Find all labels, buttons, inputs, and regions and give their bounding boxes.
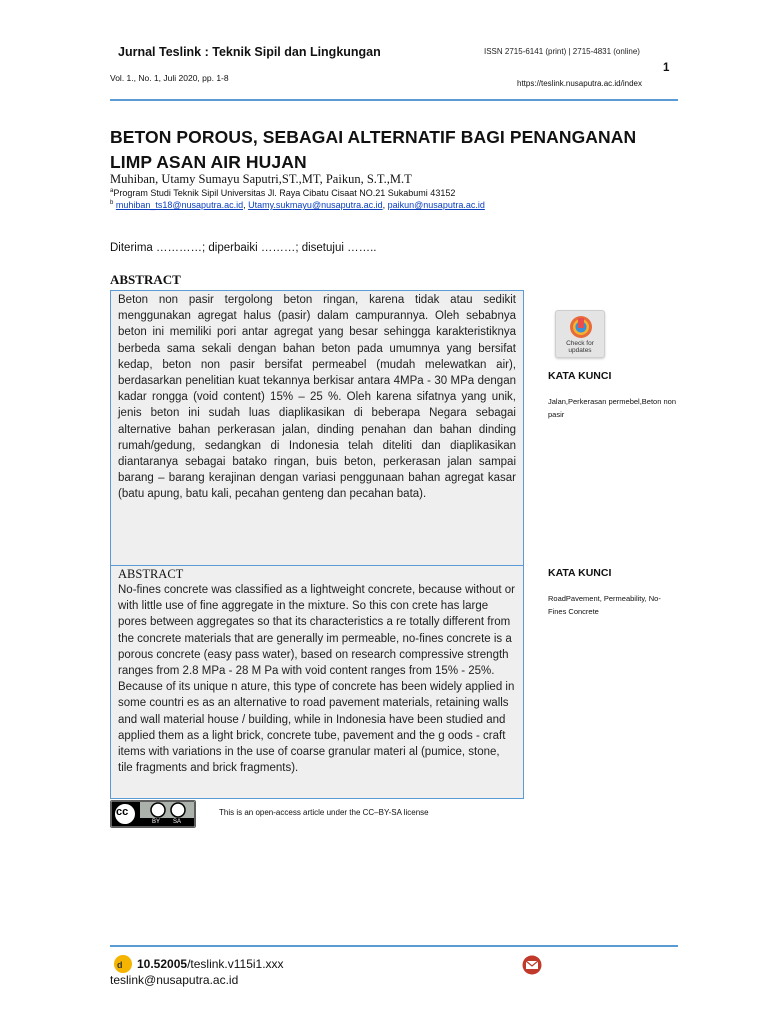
cc-by-sa-badge[interactable] — [110, 800, 196, 828]
affiliation-sup: a — [110, 188, 114, 194]
check-updates-label: Check for updates — [566, 340, 594, 354]
volume-info: Vol. 1., No. 1, Juli 2020, pp. 1-8 — [110, 73, 229, 83]
journal-name: Jurnal Teslink : Teknik Sipil dan Lingkungan — [118, 45, 381, 59]
affiliation-text: Program Studi Teknik Sipil Universitas Jl. Raya Cibatu Cisaat NO.21 Sukabumi 43152 — [113, 188, 456, 198]
journal-url[interactable]: https://teslink.nusaputra.ac.id/index — [517, 79, 642, 88]
emails: $^b$ muhiban_ts18@nusaputra.ac.id, Utamy.sukmayu@nusaputra.ac.id, paikun@nusaputra.ac.id — [110, 200, 485, 210]
abstract-text-english: No-fines concrete was classified as a lightweight concrete, because without or with little use of fine aggregate in the mixture. So this con crete has large pores between aggregates so that its characteristics a re totally different from the concrete materials that are generally im permeable, no-fines concrete is a porous concrete (easy pass water), based on research compressive strength ranges from 2.8 MPa - 28 M Pa with void content ranges from 15% - 25%. Because of its unique n ature, this type of concrete has been widely applied in some countri es as an alternative to road pavement materials, retaining walls and wall material house / building, while in Indonesia have been studied and applied them as a light brick, concrete tube, pavement and the g oods - craft items with variations in the use of coarse granular materi al (pumice, stone, tile fragments and brick fragments). — [118, 584, 515, 775]
check-for-updates-badge[interactable] — [555, 310, 605, 358]
email-link-3[interactable]: paikun@nusaputra.ac.id — [387, 200, 485, 210]
abstract-heading: ABSTRACT — [110, 272, 181, 287]
doi[interactable] — [137, 957, 284, 971]
received-line: Diterima …………; diperbaiki ………; disetujui …….. — [110, 242, 377, 254]
article-title: BETON POROUS, SEBAGAI ALTERNATIF BAGI PENANGANAN LIMP ASAN AIR HUJAN — [110, 127, 637, 172]
page-number: 1 — [663, 62, 670, 74]
email-link-2[interactable]: Utamy.sukmayu@nusaputra.ac.id — [248, 200, 383, 210]
sa-text: SA — [173, 819, 182, 825]
cc-text: cc — [116, 806, 129, 818]
check-updates-icon — [568, 314, 594, 340]
mail-icon[interactable] — [521, 955, 543, 975]
keywords-2: RoadPavement, Permeability, No-Fines Concrete — [548, 594, 661, 616]
abstract-text-indonesian: Beton non pasir tergolong beton ringan, karena tidak atau sedikit menggunakan agregat halus (pasir) dalam campurannya. Oleh sebabnya beton ini memiliki pori antar agregat yang besar sehingga karakteristiknya berbeda sama sekali dengan bahan beton pada umumnya yang bersifat kedap, beton non pasir bersifat permeabel (mudah melewatkan air), berdasarkan penelitian kuat tekannya berkisar antara 4MPa - 30 MPa dengan kadar rongga (void content) 15% – 25 %. Oleh karena sifatnya yang unik, jenis beton ini sudah luas diaplikasikan di beberapa Negara sebagai alternative bahan perkerasan jalan, dinding penahan dan bahan dinding rumah/gedung, sedangkan di Indonesia telah diteliti dan diaplikasikan diantaranya sebagai batako ringan, buis beton, perkerasan jalan sampai barang – barang kerajinan dengan variasi penggunaan bahan agregat kasar (batu apung, batu kali, pecahan genteng dan pecahan bata). — [118, 294, 516, 501]
affiliation — [110, 188, 455, 198]
by-text: BY — [152, 819, 161, 825]
abstract-box-english — [110, 565, 524, 799]
keywords-heading-1: KATA KUNCI — [548, 370, 612, 382]
abstract-en-heading: ABSTRACT — [118, 567, 184, 581]
keywords-1: Jalan,Perkerasan permebel,Beton non pasir — [548, 397, 676, 419]
email-link-1[interactable]: muhiban_ts18@nusaputra.ac.id — [115, 200, 244, 210]
doi-icon — [113, 954, 133, 974]
footer-rule — [110, 945, 678, 947]
svg-text:d: d — [117, 960, 123, 970]
doi-suffix: /teslink.v115i1.xxx — [187, 957, 284, 971]
doi-prefix: 10.52005 — [137, 957, 188, 971]
header-rule — [110, 99, 678, 101]
footer-email[interactable]: teslink@nusaputra.ac.id — [110, 973, 239, 987]
email-sup: b — [110, 200, 114, 206]
license-text: This is an open-access article under the CC–BY-SA license — [219, 808, 429, 817]
keywords-heading-2: KATA KUNCI — [548, 567, 612, 579]
issn: ISSN 2715-6141 (print) | 2715-4831 (online) — [484, 47, 640, 56]
authors: Muhiban, Utamy Sumayu Saputri,ST.,MT, Paikun, S.T.,M.T — [110, 172, 412, 186]
abstract-box-indonesian — [110, 290, 524, 566]
